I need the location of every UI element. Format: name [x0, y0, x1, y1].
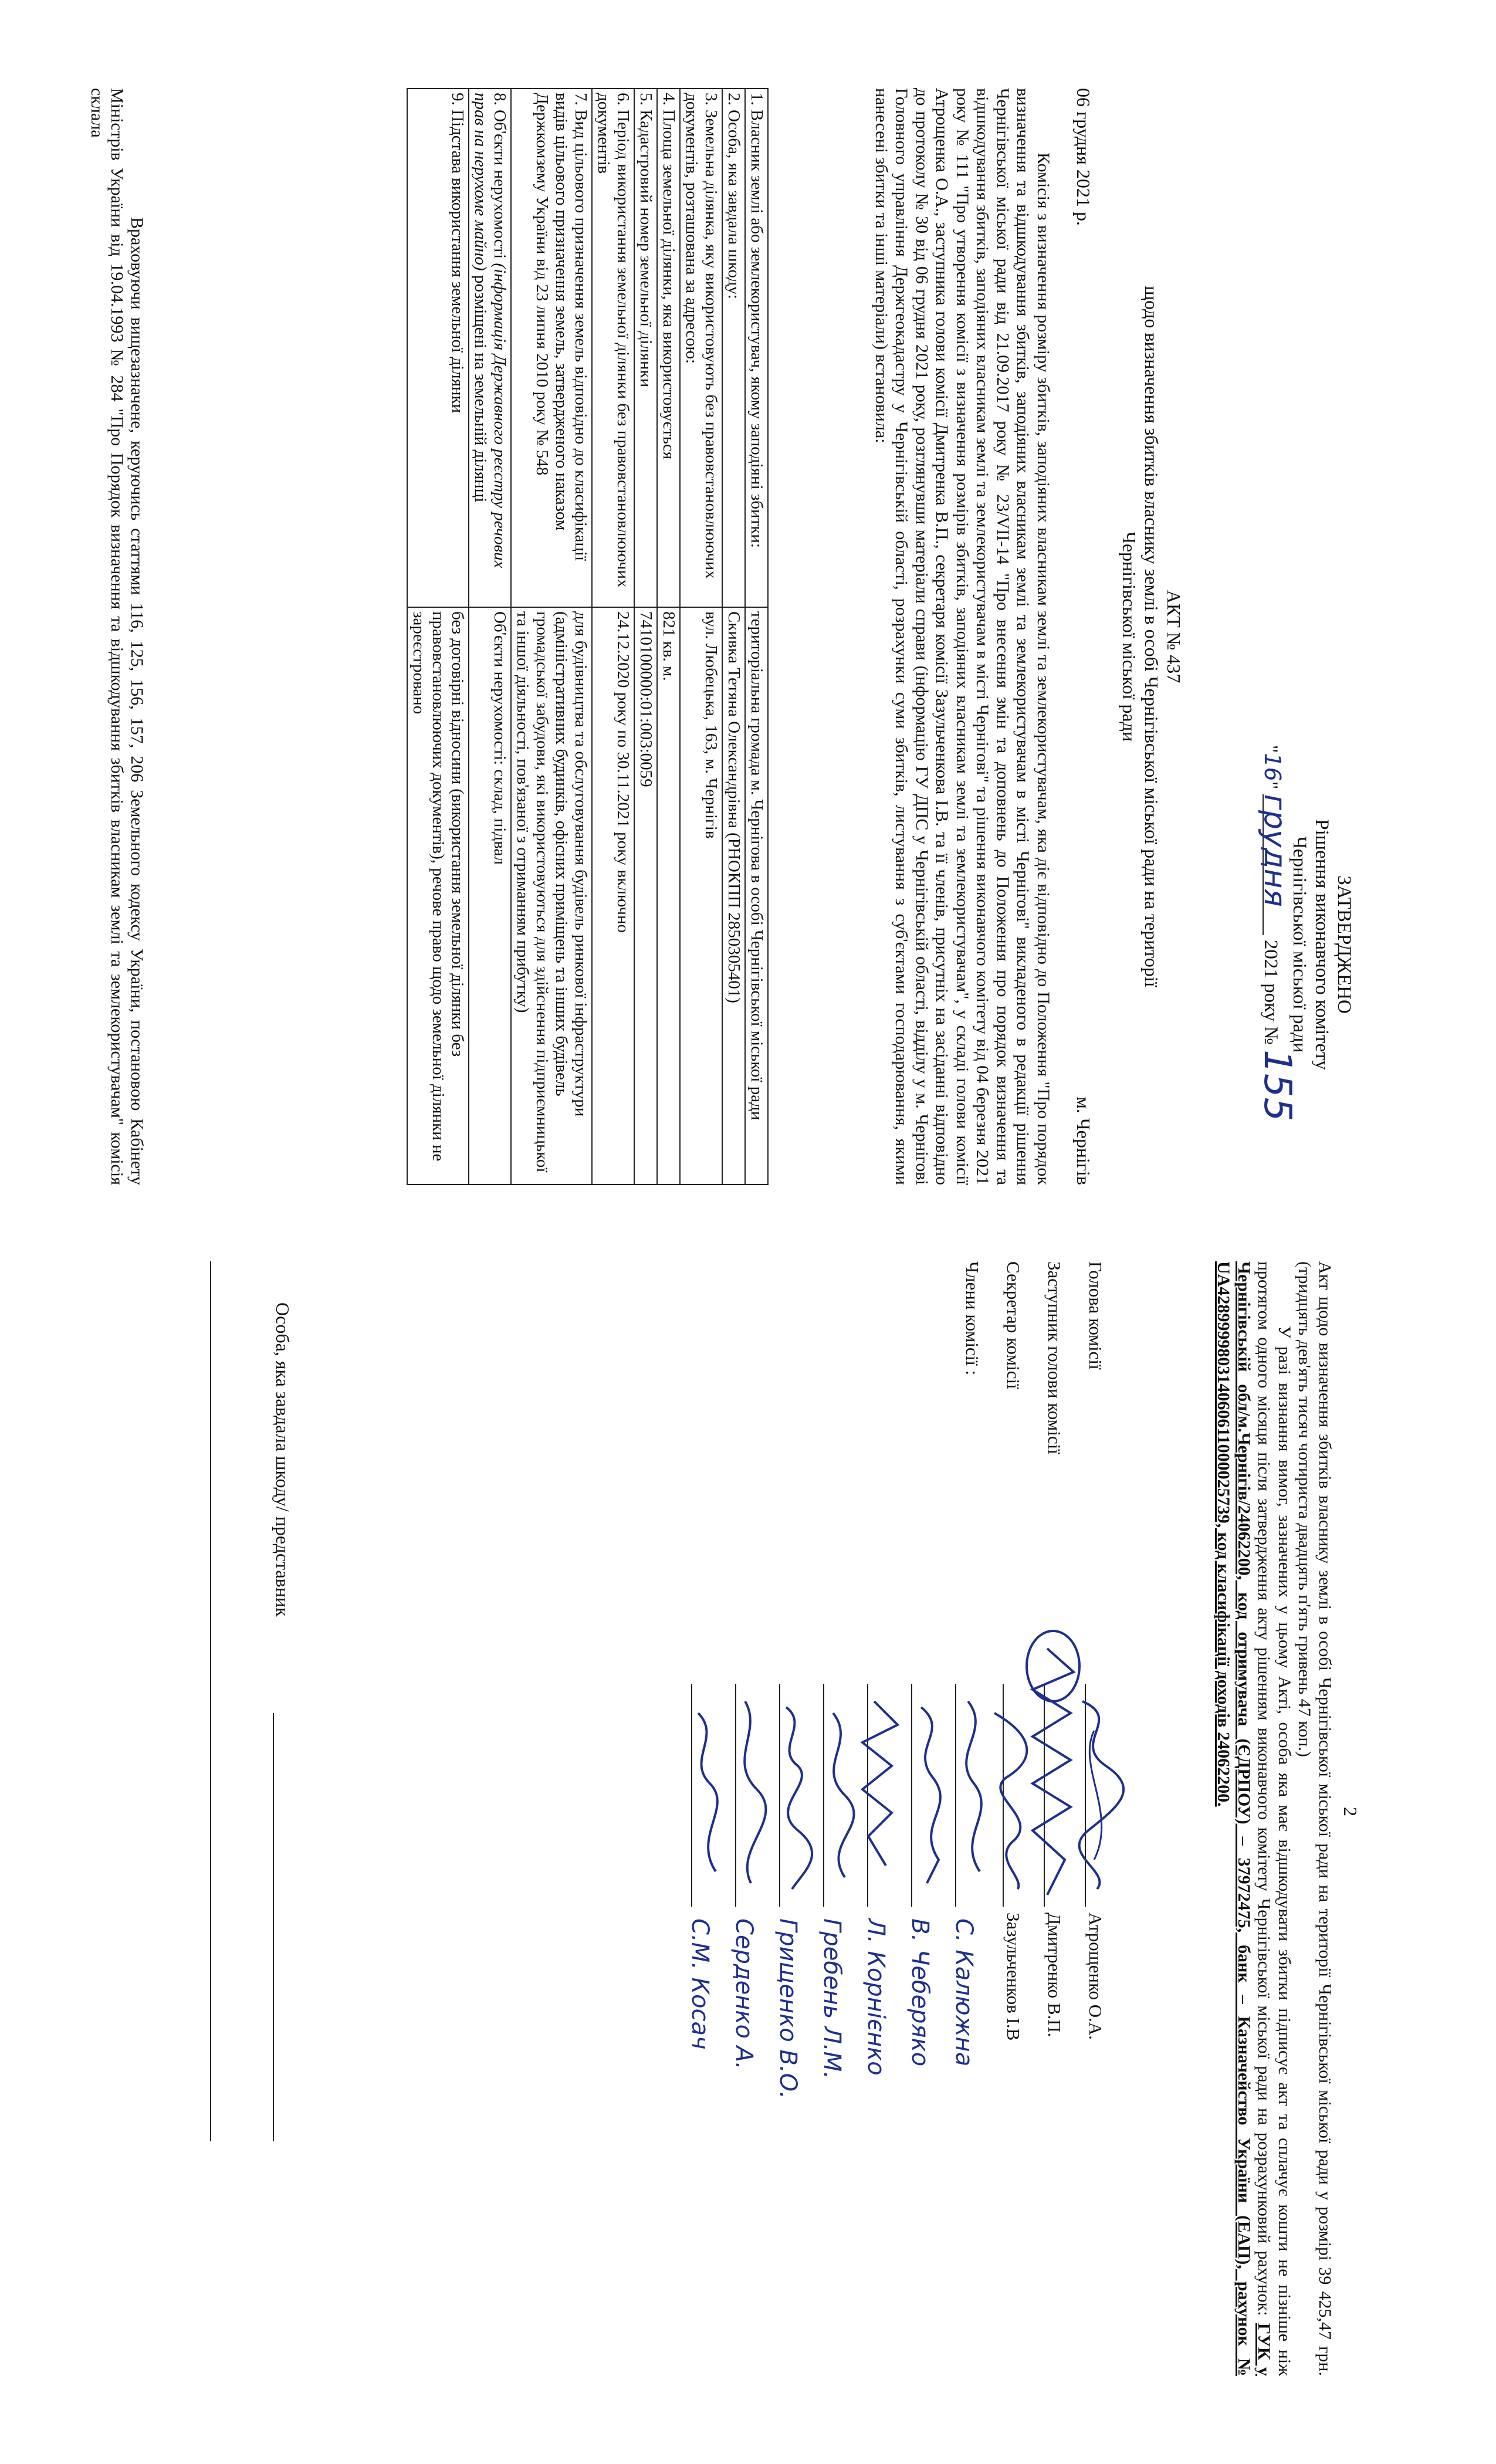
act-date: 06 грудня 2021 р.: [1073, 88, 1094, 226]
act-city: м. Чернігів: [1073, 1096, 1094, 1185]
members-role: Члени комісії :: [962, 1261, 983, 1376]
member-signature-5: Грищенко В.О.: [774, 1918, 801, 2099]
table-row: 1. Власник землі або землекористувач, якому заподіяні збитки: територіальна громада м. Чернігова в особі Чернігівської міської ради: [745, 89, 768, 1184]
approval-title: ЗАТВЕРДЖЕНО: [1333, 875, 1355, 1014]
info-table: [407, 88, 769, 1185]
approval-line-2: Чернігівської міської ради: [1289, 836, 1310, 1053]
table-row: 2. Особа, яка завдала шкоду: Скивка Тетяна Олександрівна (РНОКПП 2850305401): [722, 89, 745, 1184]
damage-amount-paragraph: Акт щодо визначення збитків власнику землі в особі Чернігівської міської ради на території Чернігівської міської ради у розмірі 39 425,47 грн. (тридцять дев'ять тисяч чотириста двадцять п'ять гривень 47 коп.): [1295, 1261, 1335, 2376]
approval-number: 155: [1255, 1050, 1299, 1122]
table-row: 5. Кадастровий номер земельної ділянки 7410100000:01:003:0059: [634, 89, 657, 1184]
deputy-name: Дмитренко В.П.: [1044, 1913, 1065, 2037]
act-title-block: [1118, 88, 1185, 1185]
table-row: 3. Земельна ділянка, яку використовують без правовстановлюючих документів, розташована за адресою: вул. Любецька, 163, м. Чернігів: [680, 89, 722, 1184]
page-2: [70, 1261, 1361, 2376]
act-subject-2: Чернігівської міської ради: [1119, 532, 1140, 742]
chair-role: Голова комісії: [1085, 1261, 1106, 1370]
member-signature-1: С. Калюжна: [950, 1918, 977, 2067]
table-row: 4. Площа земельної ділянки, яка використовується 821 кв. м.: [657, 89, 680, 1184]
approval-date-line: "16" грудня 2021 року № 155: [1255, 745, 1299, 1122]
secretary-signature: [983, 1707, 1047, 1895]
page-1: [70, 88, 1361, 1185]
conclusion-paragraph: Враховуючи вищезазначене, керуючись статтями 116, 125, 156, 157, 206 Земельного кодексу України, постановою Кабінету Міністрів України від 19.04.1993 № 284 "Про Порядок визначення та відшкодування збитків власникам землі та землекористувачам" комісія склала: [87, 88, 147, 1185]
table-row: 7. Вид цільового призначення земель відповідно до класифікації видів цільового призначення земель, затвердженого наказом Держкомзему України від 23 липня 2010 року № 548 для будівництва та обслуговування будівель ринкової інфраструктури (адміністративних будинків, офісних приміщень та інших будівель громадської забудови, які використовуються для здійснення підприємницької та іншої діяльності, пов'язаної з отриманням прибутку): [511, 89, 592, 1184]
act-date-line: [1072, 88, 1094, 1185]
approval-month: грудня: [1263, 794, 1286, 935]
member-signature-6: Серденко А.: [730, 1918, 757, 2070]
deputy-role: Заступник голови комісії: [1044, 1261, 1065, 1454]
payment-paragraph: У разі визнання вимог, зазначених у цьому Акті, особа яка має відшкодувати збитки підписує акт та сплачує кошти не пізніше ніж протягом одного місяця після затвердження акту рішенням виконавчого комітету Чернігівської міської ради на розрахунковий рахунок: ГУК у Чернігівській обл/м.Чернігів/24062200, код отримувача (ЄДРПОУ) – 37972475, банк – Казначейство України (ЕАП), рахунок № UA428999980314060611000025739, код класифікації доходів 24062200.: [1214, 1261, 1294, 2376]
table-row: 8. Об'єкти нерухомості (інформація Державного реєстру речових прав на нерухоме майно) розміщені на земельній ділянці Об'єкти нерухомості: склад, підвал: [469, 89, 511, 1184]
bank-details: ГУК у Чернігівській обл/м.Чернігів/24062200, код отримувача (ЄДРПОУ) – 37972475, банк – Казначейство України (ЕАП), рахунок № UA428999980314060611000025739, код класифікації доходів 24062200.: [1214, 1261, 1274, 2376]
approval-year: 2021 року №: [1260, 939, 1281, 1045]
member-signature-4: Гребень Л.М.: [818, 1918, 845, 2080]
page-2-text: [1213, 1261, 1335, 2376]
act-number: АКТ № 437: [1163, 590, 1184, 683]
member-signature-marks: [663, 1695, 991, 1907]
secretary-row: [989, 1261, 1024, 2376]
harm-person-sign-line: [273, 1713, 274, 2141]
secretary-name: Зазульченков І.В: [1003, 1913, 1024, 2041]
approval-line-1: Рішення виконавчого комітету: [1311, 819, 1332, 1070]
chair-name: Атрощенко О.А.: [1085, 1913, 1106, 2040]
approval-day: 16: [1260, 753, 1285, 781]
act-subject-1: щодо визначення збитків власнику землі в особі Чернігівської міської ради на території: [1141, 286, 1162, 987]
harm-person-label: Особа, яка завдала шкоду/ представник: [272, 1302, 293, 1617]
member-handwritten-names: [678, 1918, 986, 2223]
member-signature-3: Л. Корнієнко: [862, 1918, 889, 2076]
table-row: 6. Період використання земельної ділянки без правовстановлюючих документів 24.12.2020 року по 30.11.2021 року включно: [592, 89, 634, 1184]
harm-person-name-line: [210, 1261, 211, 2141]
approval-block: [1255, 722, 1355, 1167]
member-signature-7: С.М. Косач: [686, 1918, 713, 2050]
intro-paragraph: Комісія з визначення розміру збитків, заподіяних власникам землі та землекористувачам, яка діє відповідно до Положення "Про порядок визначення та відшкодування збитків, заподіяних власникам землі та землекористувачам в місті Чернігові" викладеного в редакції рішення Чернігівської міської ради від 21.09.2017 року № 23/VII-14 "Про внесення змін та доповнень до Положення про порядок визначення та відшкодування збитків, заподіяних власникам землі та землекористувачам в місті Чернігові" та рішення виконавчого комітету від 04 березня 2021 року № 111 "Про утворення комісії з визначення розмірів збитків, заподіяних власникам землі та землекористувачам", у складі голови комісії Атрощенка О.А., заступника голови комісії Дмитренка В.П., секретаря комісії Зазульченкова І.В. та її членів, присутніх на засіданні відповідно до протоколу № 30 від 06 грудня 2021 року, розглянувши матеріали справи (інформацію ГУ ДПС у Чернігівській області, відділу у м. Чернігові Головного управління Держгеокадастру у Чернігівській області, розрахунки суми збитків, листування з суб'єктами господарювання, якими нанесені збитки та інші матеріали) встановила:: [872, 88, 1053, 1185]
page-number: 2: [1340, 1807, 1361, 1816]
secretary-role: Секретар комісії: [1003, 1261, 1024, 1389]
table-row: 9. Підстава використання земельної ділянки без договірні відносини (використання земельної ділянки без правовстановлюючих документів), речове право щодо земельної ділянки не зареєстровано: [407, 89, 469, 1184]
member-signature-2: В. Чеберяко: [906, 1918, 933, 2067]
